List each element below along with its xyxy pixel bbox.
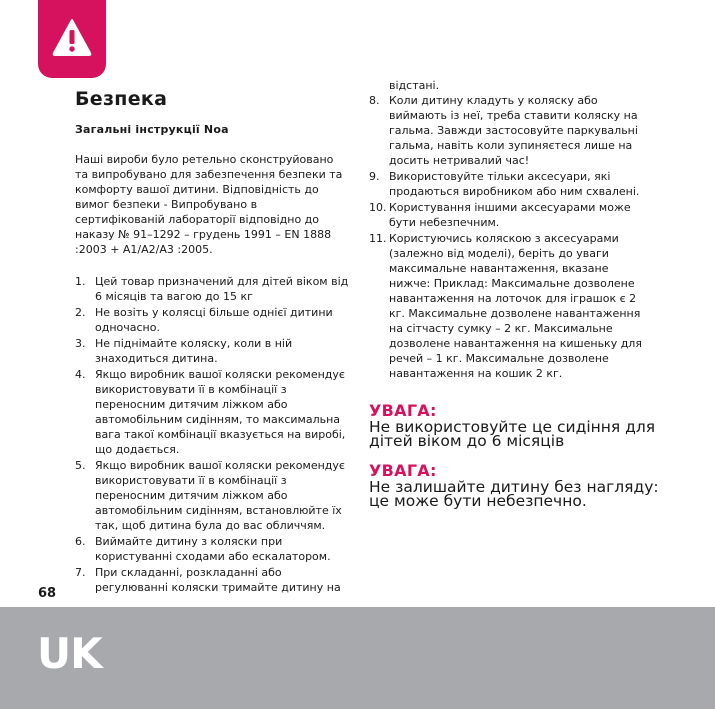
warning-block [369, 402, 659, 448]
continued-text: відстані. [389, 79, 440, 92]
instruction-item [75, 565, 351, 595]
item-number: 9. [369, 170, 380, 183]
item-number: 1. [75, 275, 86, 288]
warning-triangle-icon [51, 17, 93, 57]
item-text: Якщо виробник вашої коляски рекомендує використовувати її в комбінації з переносним дитячим ліжком або автомобільним сидінням, то максимальна вага такої комбінації вказується на виробі, що додається. [95, 368, 346, 456]
item-text: Користування іншими аксесуарами може бути небезпечним. [389, 201, 631, 229]
intro-paragraph: Наші вироби було ретельно сконструйовано та випробувано для забезпечення безпеки та комфорту вашої дитини. Відповідність до вимог безпеки - Випробувано в сертифікованій лабораторії відповідно до наказу № 91–1292 – грудень 1991 – EN 1888 :2003 + A1/A2/A3 :2005. [75, 153, 343, 256]
warning-tab [38, 0, 106, 78]
warning-label: УВАГА: [369, 401, 437, 420]
section-subtitle: Загальні інструкції Noa [75, 123, 229, 136]
item-number: 11. [369, 232, 387, 245]
warning-label: УВАГА: [369, 461, 437, 480]
instruction-list-left [75, 274, 351, 596]
instruction-item [369, 93, 644, 168]
footer-band [0, 607, 715, 709]
item-number: 2. [75, 306, 86, 319]
item-text: Якщо виробник вашої коляски рекомендує використовувати її в комбінації з переносним дитячим ліжком або автомобільним сидінням, встановлюйте їх так, щоб дитина була до вас обличчям. [95, 459, 345, 532]
item-text: При складанні, розкладанні або регулюванні коляски тримайте дитину на [95, 566, 341, 594]
instruction-list-right [369, 93, 644, 382]
instruction-item [75, 534, 351, 564]
warning-text: Не залишайте дитину без нагляду: це може бути небезпечно. [369, 478, 659, 510]
instruction-item [75, 336, 351, 366]
item-number: 10. [369, 201, 387, 214]
language-code: UK [37, 629, 102, 678]
page-title: Безпека [75, 88, 168, 110]
instruction-item [75, 274, 351, 304]
item-number: 5. [75, 459, 86, 472]
page-number: 68 [38, 586, 57, 601]
instruction-item [75, 458, 351, 533]
item-number: 4. [75, 368, 86, 381]
instruction-item [75, 305, 351, 335]
instruction-item [369, 200, 644, 230]
warning-text: Не використовуйте це сидіння для дітей віком до 6 місяців [369, 418, 656, 450]
warning-block [369, 462, 659, 508]
item-number: 3. [75, 337, 86, 350]
item-text: Не возіть у колясці більше однієї дитини одночасно. [95, 306, 333, 334]
item-text: Не піднімайте коляску, коли в ній знаходиться дитина. [95, 337, 293, 365]
item-text: Коли дитину кладуть у коляску або виймають із неї, треба ставити коляску на гальма. Завжди застосовуйте паркувальні гальма, навіть коли зупиняєтеся лише на досить нетривалий час! [389, 94, 638, 167]
item-number: 6. [75, 535, 86, 548]
item-text: Цей товар призначений для дітей віком від 6 місяців та вагою до 15 кг [95, 275, 349, 303]
item-number: 8. [369, 94, 380, 107]
item-text: Використовуйте тільки аксесуари, які продаються виробником або ним схвалені. [389, 170, 640, 198]
item-text: Виймайте дитину з коляски при користуванні сходами або ескалатором. [95, 535, 331, 563]
item-number: 7. [75, 566, 86, 579]
item-text: Користуючись коляскою з аксесуарами (залежно від моделі), беріть до уваги максимальне навантаження, вказане нижче: Приклад: Максимальне дозволене навантаження на лоточок для іграшок є 2 кг. Максимальне дозволене навантаження на сітчасту сумку – 2 кг. Максимальне дозволене навантаження на кишеньку для речей – 1 кг. Максимальне дозволене навантаження на кошик 2 кг. [389, 232, 642, 380]
instruction-item [369, 231, 644, 381]
instruction-item [75, 367, 351, 457]
instruction-item [369, 169, 644, 199]
